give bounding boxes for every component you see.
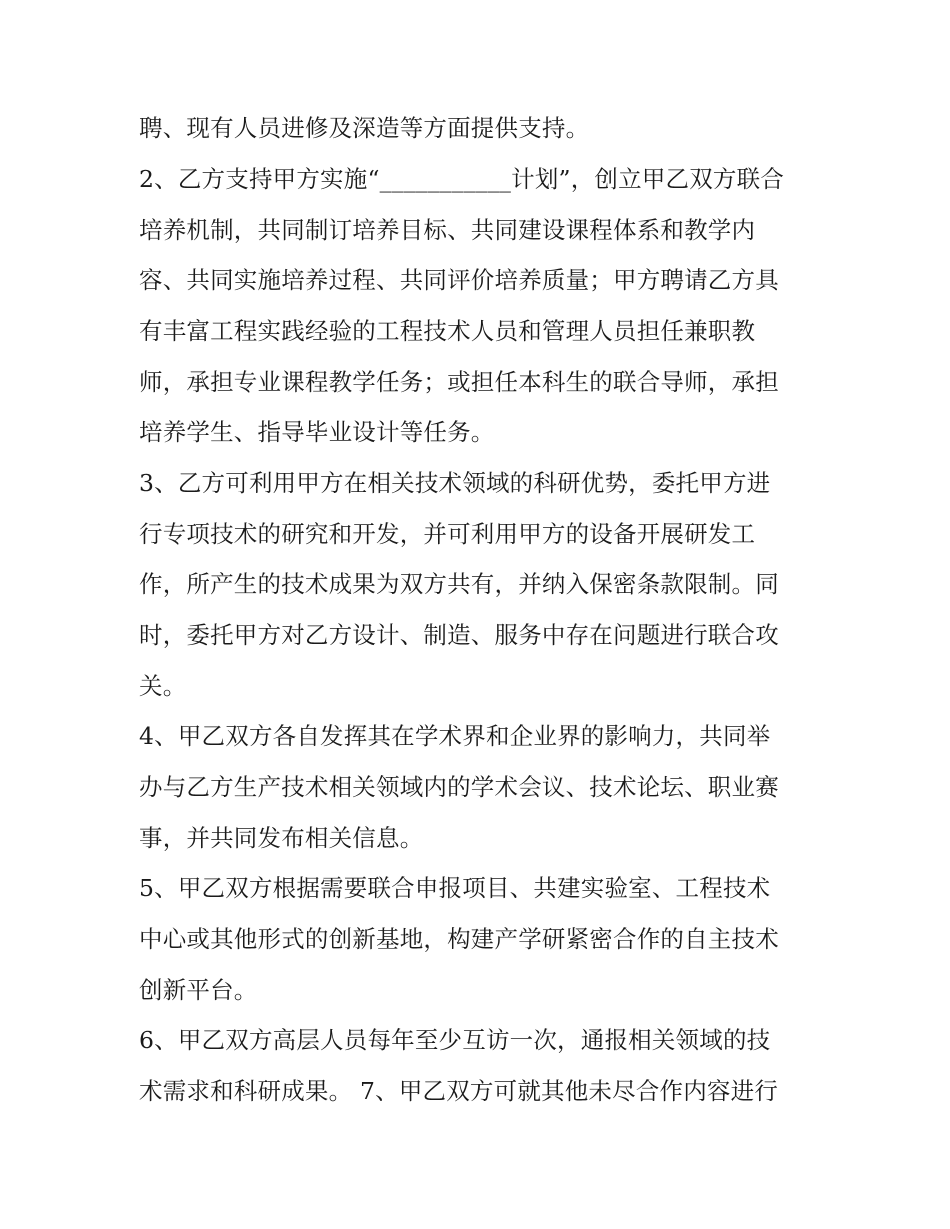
text-line: 3、乙方可利用甲方在相关技术领域的科研优势，委托甲方进 [139,469,771,497]
text-line: 事，并共同发布相关信息。 [139,824,424,852]
text-line: 培养学生、指导毕业设计等任务。 [139,418,495,446]
text-line: 聘、现有人员进修及深造等方面提供支持。 [139,114,590,142]
text-line: 培养机制，共同制订培养目标、共同建设课程体系和教学内 [139,216,756,244]
text-line: 作，所产生的技术成果为双方共有，并纳入保密条款限制。同 [139,570,779,598]
text-line: 容、共同实施培养过程、共同评价培养质量；甲方聘请乙方具 [139,266,779,294]
text-line: 4、甲乙双方各自发挥其在学术界和企业界的影响力，共同举 [139,722,771,750]
text-line: 创新平台。 [139,976,258,1004]
text-line: 行专项技术的研究和开发，并可利用甲方的设备开展研发工 [139,520,756,548]
text-line: 办与乙方生产技术相关领域内的学术会议、技术论坛、职业赛 [139,773,779,801]
text-line: 中心或其他形式的创新基地，构建产学研紧密合作的自主技术 [139,925,779,953]
text-line: 6、甲乙双方高层人员每年至少互访一次，通报相关领域的技 [139,1026,771,1054]
text-line: 有丰富工程实践经验的工程技术人员和管理人员担任兼职教 [139,317,756,345]
text-line: 时，委托甲方对乙方设计、制造、服务中存在问题进行联合攻 [139,621,779,649]
text-line: 关。 [139,672,187,700]
text-line: 2、乙方支持甲方实施“___________计划”，创立甲乙双方联合 [139,165,785,193]
text-line: 术需求和科研成果。 7、甲乙双方可就其他未尽合作内容进行 [139,1077,779,1105]
text-line: 5、甲乙双方根据需要联合申报项目、共建实验室、工程技术 [139,874,771,902]
text-line: 师，承担专业课程教学任务；或担任本科生的联合导师，承担 [139,368,779,396]
